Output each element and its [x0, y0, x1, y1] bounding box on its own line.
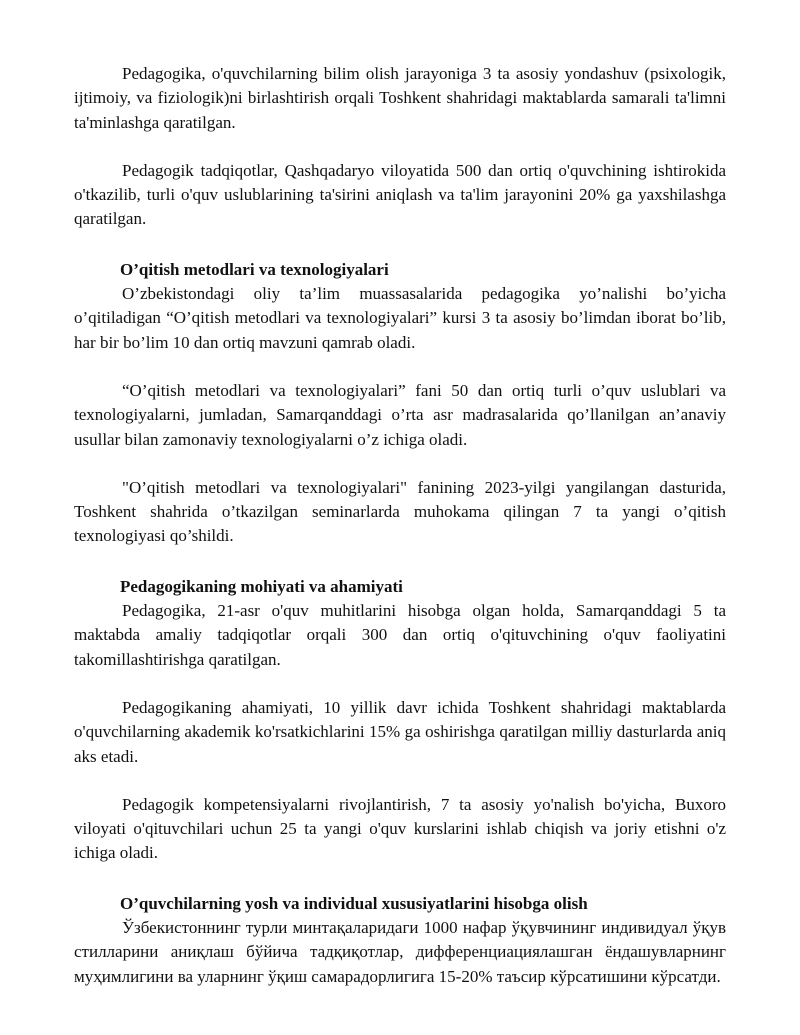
- individual-paragraph-1: Ўзбекистоннинг турли минтақаларидаги 1000 нафар ўқувчининг индивидуал ўқув стилларини аниқлаш бўйича тадқиқотлар, дифференциациялашган ёндашувларнинг муҳимлигини ва уларнинг ўқиш самарадорлигига 15-20% таъсир кўрсатишини кўрсатди.: [74, 918, 726, 986]
- methods-heading: O’qitish metodlari va texnologiyalari: [120, 259, 389, 279]
- intro-paragraph-1: Pedagogika, o'quvchilarning bilim olish jarayoniga 3 ta asosiy yondashuv (psixologik, ijtimoiy, va fiziologik)ni birlashtirish orqali Toshkent shahridagi maktablarda samarali ta'limni ta'minlashga qaratilgan.: [74, 64, 726, 132]
- methods-paragraph-1: O’zbekistondagi oliy ta’lim muassasalarida pedagogika yo’nalishi bo’yicha o’qitiladigan “O’qitish metodlari va texnologiyalari” kursi 3 ta asosiy bo’limdan iborat bo’lib, har bir bo’lim 10 dan ortiq mavzuni qamrab oladi.: [74, 284, 726, 352]
- methods-paragraph-3: "O’qitish metodlari va texnologiyalari" fanining 2023-yilgi yangilangan dasturida, Toshkent shahrida o’tkazilgan seminarlarda muhokama qilingan 7 ta yangi o’qitish texnologiyasi qo’shildi.: [74, 477, 726, 546]
- essence-paragraph-3: Pedagogik kompetensiyalarni rivojlantirish, 7 ta asosiy yo'nalish bo'yicha, Buxoro viloyati o'qituvchilari uchun 25 ta yangi o'quv kurslarini ishlab chiqish va joriy etishni o'z ichiga oladi.: [74, 794, 726, 863]
- essence-heading: Pedagogikaning mohiyati va ahamiyati: [120, 576, 403, 596]
- individual-heading: O’quvchilarning yosh va individual xususiyatlarini hisobga olish: [120, 893, 588, 913]
- intro-paragraph-2: Pedagogik tadqiqotlar, Qashqadaryo viloyatida 500 dan ortiq o'quvchining ishtirokida o'tkazilib, turli o'quv uslublarining ta'sirini aniqlash va ta'lim jarayonini 20% ga yaxshilashga qaratilgan.: [74, 160, 726, 229]
- essence-paragraph-2: Pedagogikaning ahamiyati, 10 yillik davr ichida Toshkent shahridagi maktablarda o'quvchilarning akademik ko'rsatkichlarini 15% ga oshirishga qaratilgan milliy dasturlarda aniq aks etadi.: [74, 697, 726, 766]
- essence-paragraph-1: Pedagogika, 21-asr o'quv muhitlarini hisobga olgan holda, Samarqanddagi 5 ta maktabda amaliy tadqiqotlar orqali 300 dan ortiq o'qituvchining o'quv faoliyatini takomillashtirishga qaratilgan.: [74, 601, 726, 669]
- methods-paragraph-2: “O’qitish metodlari va texnologiyalari” fani 50 dan ortiq turli o’quv uslublari va texnologiyalarni, jumladan, Samarqanddagi o’rta asr madrasalarida qo’llanilgan an’anaviy usullar bilan zamonaviy texnologiyalarni o’z ichiga oladi.: [74, 380, 726, 449]
